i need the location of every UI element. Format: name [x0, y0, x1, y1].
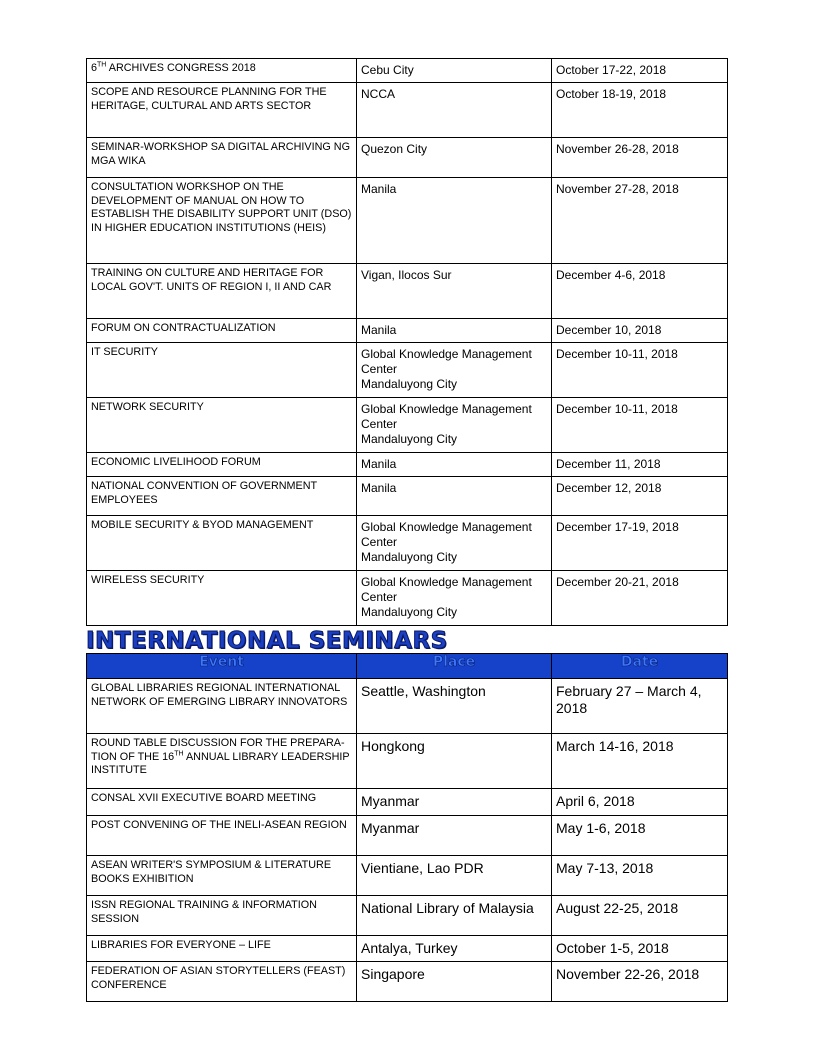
date-cell: November 27-28, 2018 [552, 178, 728, 264]
table-row [87, 138, 728, 178]
column-header-event: Event [87, 654, 357, 679]
table-row [87, 59, 728, 83]
event-cell: ROUND TABLE DISCUSSION FOR THE PREPARA-TION OF THE 16TH ANNUAL LIBRARY LEADERSHIP INSTITUTE [87, 734, 357, 789]
place-cell: Cebu City [357, 59, 552, 83]
date-cell: December 17-19, 2018 [552, 516, 728, 571]
event-cell: CONSULTATION WORKSHOP ON THE DEVELOPMENT OF MANUAL ON HOW TO ESTABLISH THE DISABILITY SUPPORT UNIT (DSO) IN HIGHER EDUCATION INSTITUTIONS (HEIS) [87, 178, 357, 264]
column-header-date: Date [552, 654, 728, 679]
place-cell: NCCA [357, 83, 552, 138]
table-row [87, 734, 728, 789]
event-cell: MOBILE SECURITY & BYOD MANAGEMENT [87, 516, 357, 571]
table-row [87, 896, 728, 936]
place-cell: Vigan, Ilocos Sur [357, 264, 552, 319]
place-cell: Global Knowledge Management Center Mandaluyong City [357, 516, 552, 571]
date-cell: November 22-26, 2018 [552, 962, 728, 1002]
date-cell: October 18-19, 2018 [552, 83, 728, 138]
place-cell: Quezon City [357, 138, 552, 178]
table-row [87, 679, 728, 734]
table-row [87, 936, 728, 962]
event-cell: POST CONVENING OF THE INELI-ASEAN REGION [87, 816, 357, 856]
event-cell: ECONOMIC LIVELIHOOD FORUM [87, 453, 357, 477]
table-row [87, 398, 728, 453]
place-cell: Manila [357, 178, 552, 264]
place-cell: Myanmar [357, 789, 552, 816]
event-cell: TRAINING ON CULTURE AND HERITAGE FOR LOCAL GOV'T. UNITS OF REGION I, II AND CAR [87, 264, 357, 319]
header-row [87, 654, 728, 679]
place-cell: Manila [357, 319, 552, 343]
event-cell: SCOPE AND RESOURCE PLANNING FOR THE HERITAGE, CULTURAL AND ARTS SECTOR [87, 83, 357, 138]
place-cell: Vientiane, Lao PDR [357, 856, 552, 896]
place-cell: Antalya, Turkey [357, 936, 552, 962]
date-cell: October 17-22, 2018 [552, 59, 728, 83]
place-cell: Singapore [357, 962, 552, 1002]
date-cell: April 6, 2018 [552, 789, 728, 816]
date-cell: December 10-11, 2018 [552, 398, 728, 453]
event-cell: FEDERATION OF ASIAN STORYTELLERS (FEAST) CONFERENCE [87, 962, 357, 1002]
date-cell: February 27 – March 4, 2018 [552, 679, 728, 734]
table-row [87, 962, 728, 1002]
place-cell: Manila [357, 453, 552, 477]
place-cell: Hongkong [357, 734, 552, 789]
date-cell: December 4-6, 2018 [552, 264, 728, 319]
date-cell: December 10, 2018 [552, 319, 728, 343]
date-cell: December 10-11, 2018 [552, 343, 728, 398]
event-cell: NATIONAL CONVENTION OF GOVERNMENT EMPLOYEES [87, 477, 357, 516]
table-row [87, 516, 728, 571]
date-cell: May 1-6, 2018 [552, 816, 728, 856]
place-cell: Myanmar [357, 816, 552, 856]
international-seminars-table [86, 653, 728, 1002]
date-cell: May 7-13, 2018 [552, 856, 728, 896]
date-cell: December 11, 2018 [552, 453, 728, 477]
date-cell: December 12, 2018 [552, 477, 728, 516]
place-cell: Global Knowledge Management Center Mandaluyong City [357, 343, 552, 398]
column-header-place: Place [357, 654, 552, 679]
table-row [87, 453, 728, 477]
date-cell: November 26-28, 2018 [552, 138, 728, 178]
table-row [87, 856, 728, 896]
table-row [87, 477, 728, 516]
date-cell: December 20-21, 2018 [552, 571, 728, 626]
event-cell: GLOBAL LIBRARIES REGIONAL INTERNATIONAL NETWORK OF EMERGING LIBRARY INNOVATORS [87, 679, 357, 734]
table-row [87, 264, 728, 319]
event-cell: CONSAL XVII EXECUTIVE BOARD MEETING [87, 789, 357, 816]
date-cell: October 1-5, 2018 [552, 936, 728, 962]
event-cell: NETWORK SECURITY [87, 398, 357, 453]
table-row [87, 178, 728, 264]
table-row [87, 83, 728, 138]
event-cell: SEMINAR-WORKSHOP SA DIGITAL ARCHIVING NG MGA WIKA [87, 138, 357, 178]
place-cell: Global Knowledge Management Center Mandaluyong City [357, 398, 552, 453]
table-row [87, 343, 728, 398]
date-cell: March 14-16, 2018 [552, 734, 728, 789]
date-cell: August 22-25, 2018 [552, 896, 728, 936]
event-cell: 6TH ARCHIVES CONGRESS 2018 [87, 59, 357, 83]
event-cell: FORUM ON CONTRACTUALIZATION [87, 319, 357, 343]
place-cell: Seattle, Washington [357, 679, 552, 734]
event-cell: IT SECURITY [87, 343, 357, 398]
place-cell: National Library of Malaysia [357, 896, 552, 936]
table-row [87, 789, 728, 816]
table-row [87, 319, 728, 343]
event-cell: ASEAN WRITER'S SYMPOSIUM & LITERATURE BOOKS EXHIBITION [87, 856, 357, 896]
local-events-table [86, 58, 728, 626]
table-row [87, 816, 728, 856]
event-cell: WIRELESS SECURITY [87, 571, 357, 626]
place-cell: Global Knowledge Management Center Mandaluyong City [357, 571, 552, 626]
place-cell: Manila [357, 477, 552, 516]
section-heading: INTERNATIONAL SEMINARS [86, 628, 448, 654]
table-row [87, 571, 728, 626]
event-cell: LIBRARIES FOR EVERYONE – LIFE [87, 936, 357, 962]
event-cell: ISSN REGIONAL TRAINING & INFORMATION SESSION [87, 896, 357, 936]
